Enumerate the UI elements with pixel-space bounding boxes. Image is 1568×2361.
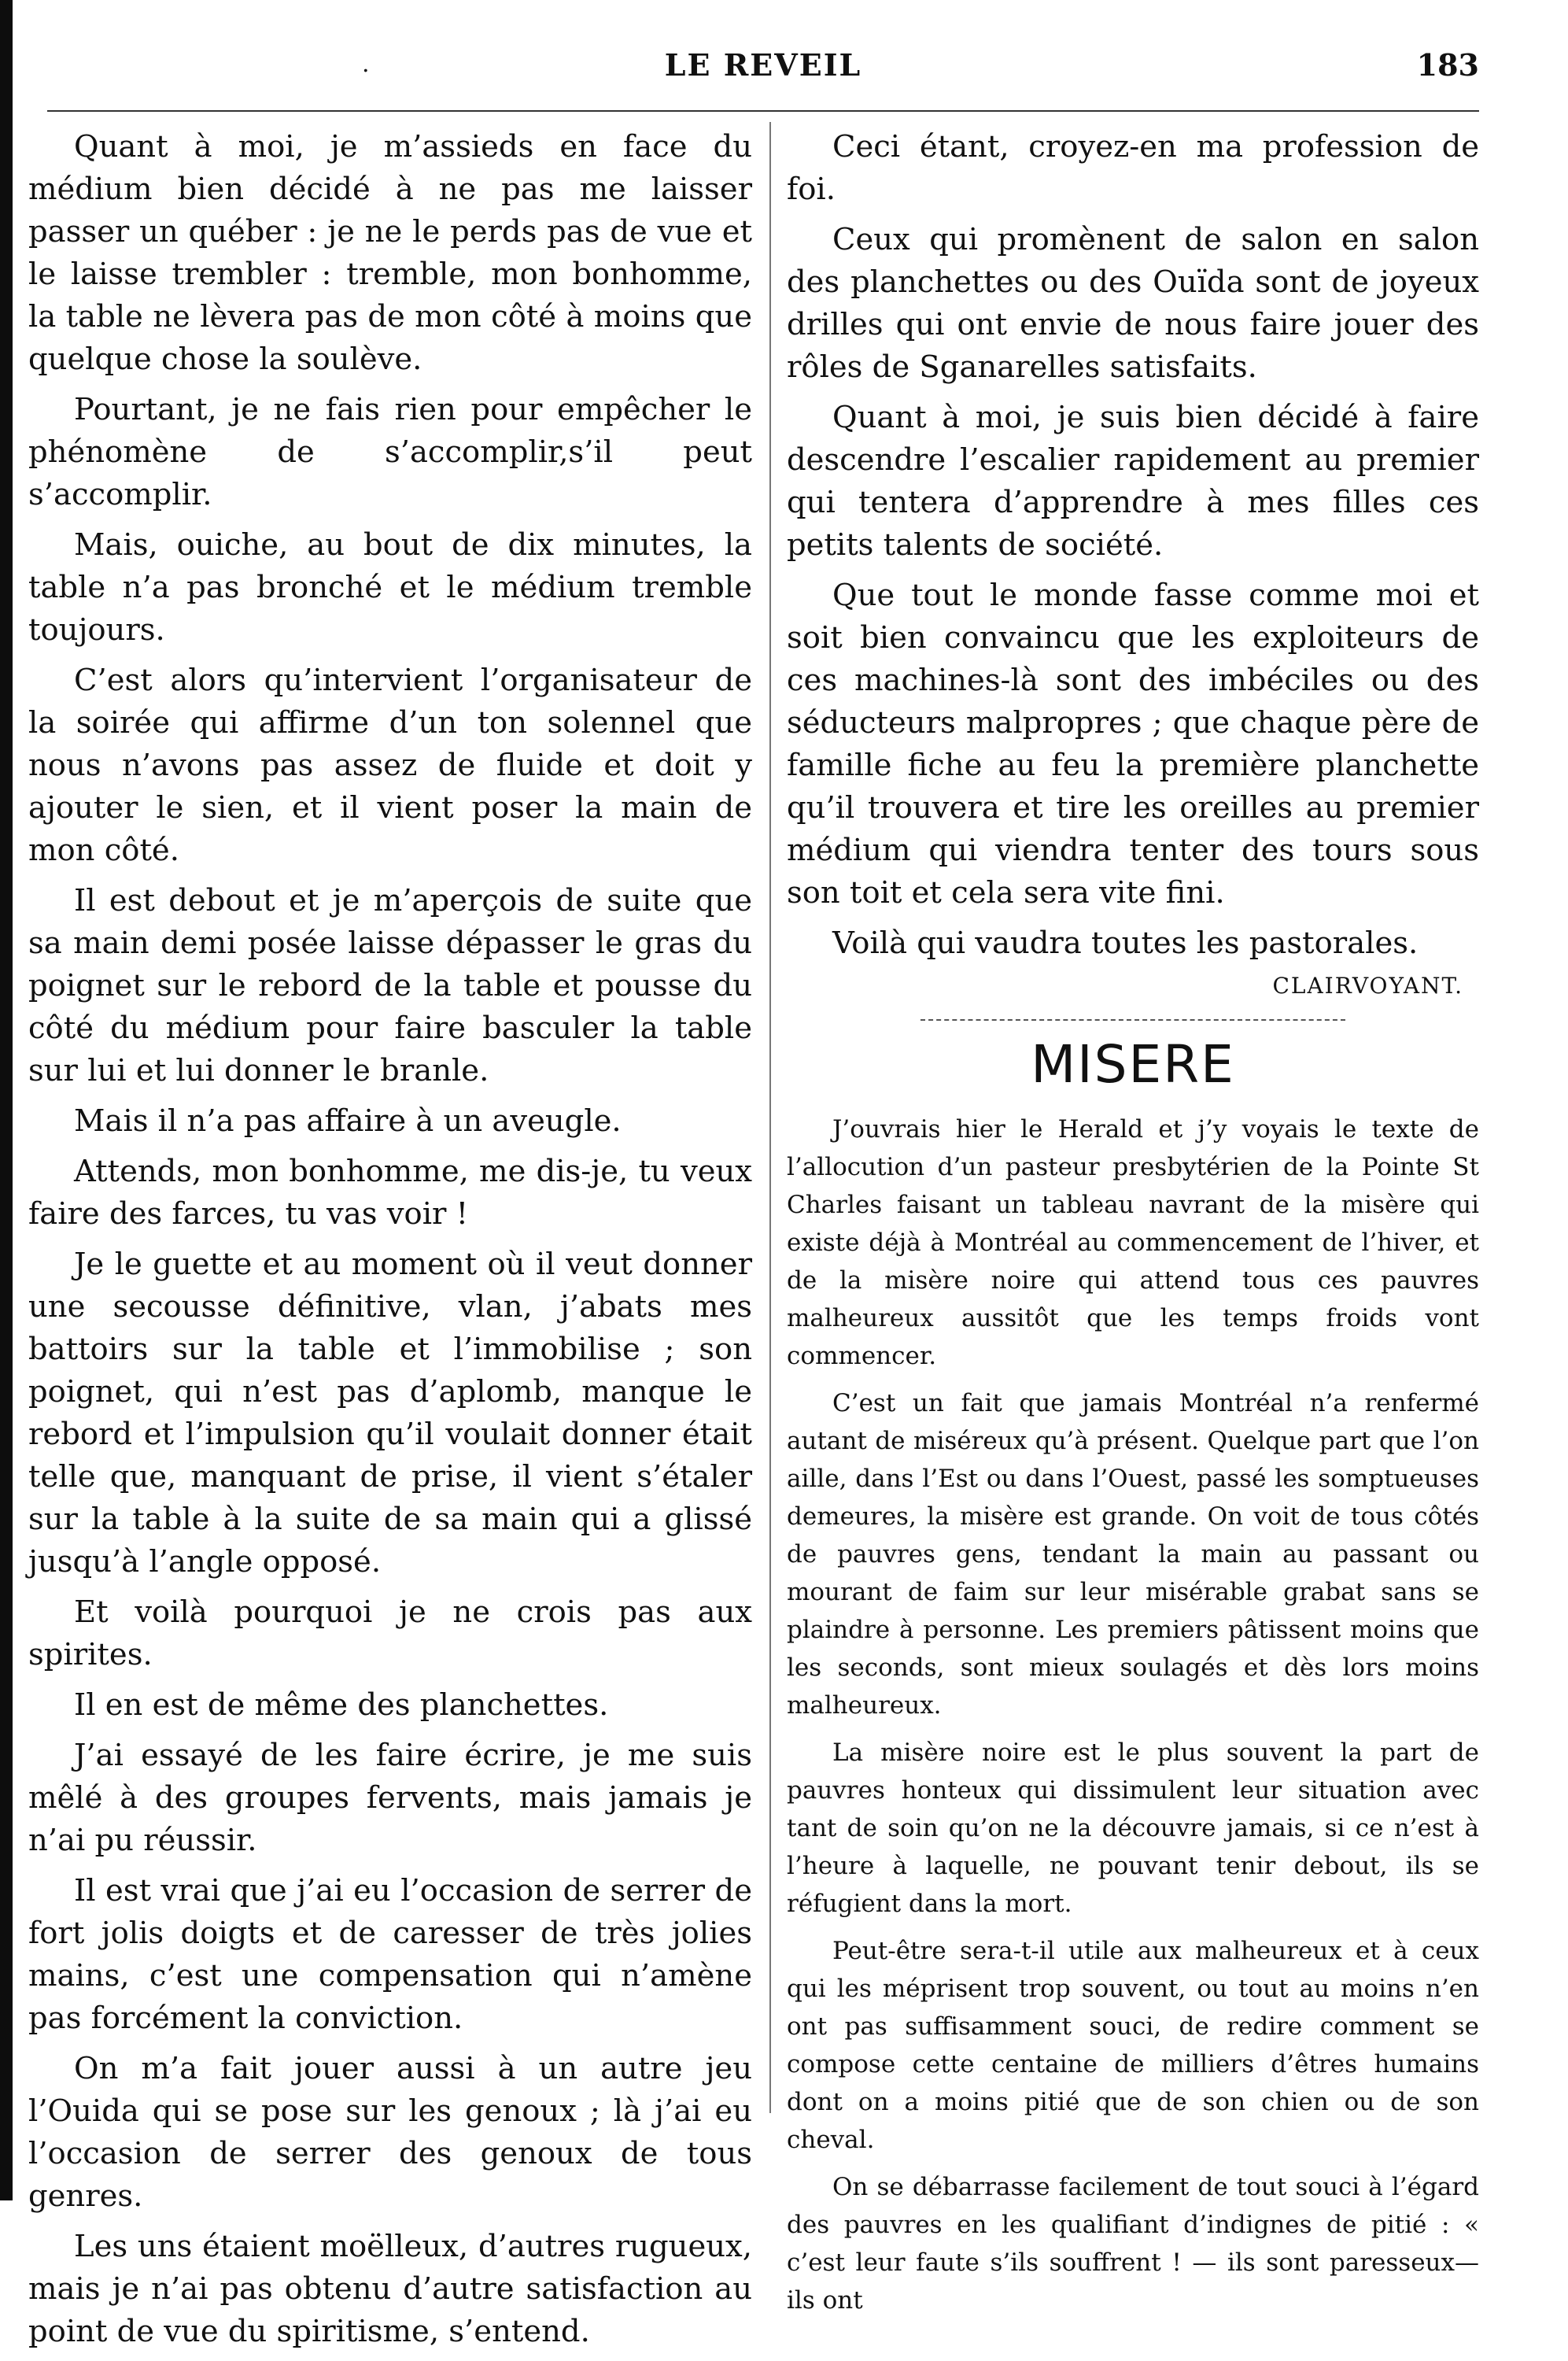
paragraph: Peut-être sera-t-il utile aux malheureux et à ceux qui les méprisent trop souvent, ou tout au moins n’en ont pas suffisamment souci, de redire comment se compose cette centaine de milliers d’êtres humains dont on a moins pitié que de son chien ou de son cheval. — [787, 1937, 1479, 2154]
page-number: 183 — [1416, 47, 1479, 83]
paragraph: Quant à moi, je m’assieds en face du médium bien décidé à ne pas me laisser passer un québer : je ne le perds pas de vue et le laisse trembler : tremble, mon bonhomme, la table ne lèvera pas de mon côté à moins que quelque chose la soulève. — [28, 129, 752, 377]
header-rule — [47, 110, 1479, 112]
misere-article — [787, 1110, 1479, 2319]
page-header — [47, 47, 1479, 94]
paragraph: J’ouvrais hier le Herald et j’y voyais le texte de l’allocution d’un pasteur presbytérien de la Pointe St Charles faisant un tableau navrant de la misère qui existe déjà à Montréal au commencement de l’hiver, et de la misère noire qui attend tous ces pauvres malheureux aussitôt que les temps froids vont commencer. — [787, 1115, 1479, 1370]
paragraph: Il en est de même des planchettes. — [74, 1687, 609, 1723]
left-column — [28, 126, 752, 2361]
publication-title: LE REVEIL — [664, 47, 862, 83]
page-edge — [0, 0, 13, 2200]
author-signature: CLAIRVOYANT. — [1272, 973, 1463, 999]
paragraph: C’est un fait que jamais Montréal n’a renfermé autant de miséreux qu’à présent. Quelque part que l’on aille, dans l’Est ou dans l’Ouest, passé les somptueuses demeures, la misère est grande. On voit de tous côtés de pauvres gens, tendant la main au passant ou mourant de faim sur leur misérable grabat sans se plaindre à personne. Les premiers pâtissent moins que les seconds, sont mieux soulagés et dès lors moins malheureux. — [787, 1389, 1479, 1720]
paragraph: Il est vrai que j’ai eu l’occasion de serrer de fort jolis doigts et de caresser de très jolies mains, c’est une compensation qui n’amène pas forcément la conviction. — [28, 1873, 752, 2036]
paragraph: Voilà qui vaudra toutes les pastorales. — [832, 926, 1419, 961]
paragraph: La misère noire est le plus souvent la part de pauvres honteux qui dissimulent leur situation avec tant de soin qu’on ne la découvre jamais, si ce n’est à l’heure à laquelle, ne pouvant tenir debout, ils se réfugient dans la mort. — [787, 1738, 1479, 1918]
paragraph: Et voilà pourquoi je ne crois pas aux spirites. — [28, 1594, 752, 1672]
paragraph: On m’a fait jouer aussi à un autre jeu l’Ouida qui se pose sur les genoux ; là j’ai eu l’occasion de serrer des genoux de tous genres. — [28, 2051, 752, 2214]
paragraph: Je le guette et au moment où il veut donner une secousse définitive, vlan, j’abats mes battoirs sur la table et l’immobilise ; son poignet, qui n’est pas d’aplomb, manque le rebord et l’impulsion qu’il voulait donner était telle que, manquant de prise, il vient s’étaler sur la table à la suite de sa main qui a glissé jusqu’à l’angle opposé. — [28, 1247, 752, 1580]
paragraph: Pourtant, je ne fais rien pour empêcher le phénomène de s’accomplir,s’il peut s’accomplir. — [28, 392, 752, 512]
paragraph: On se débarrasse facilement de tout souci à l’égard des pauvres en les qualifiant d’indignes de pitié : « c’est leur faute s’ils souffrent ! — ils sont paresseux—ils ont — [787, 2173, 1479, 2315]
paragraph: Il est debout et je m’aperçois de suite que sa main demi posée laisse dépasser le gras du poignet sur le rebord de la table et pousse du côté du médium pour faire basculer la table sur lui et lui donner le branle. — [28, 883, 752, 1088]
header-dot: . — [362, 50, 370, 78]
paragraph: Les uns étaient moëlleux, d’autres rugueux, mais je n’ai pas obtenu d’autre satisfaction au point de vue du spiritisme, s’entend. — [28, 2229, 752, 2349]
section-separator — [921, 1019, 1345, 1022]
paragraph: Attends, mon bonhomme, me dis-je, tu veux faire des farces, tu vas voir ! — [28, 1154, 752, 1232]
paragraph: J’ai essayé de les faire écrire, je me suis mêlé à des groupes fervents, mais jamais je n’ai pu réussir. — [28, 1738, 752, 1858]
paragraph: Mais, ouiche, au bout de dix minutes, la table n’a pas bronché et le médium tremble toujours. — [28, 527, 752, 648]
paragraph: Mais il n’a pas affaire à un aveugle. — [74, 1103, 622, 1139]
paragraph: C’est alors qu’intervient l’organisateur de la soirée qui affirme d’un ton solennel que nous n’avons pas assez de fluide et doit y ajouter le sien, et il vient poser la main de mon côté. — [28, 663, 752, 868]
section-title: MISERE — [1031, 1034, 1235, 1095]
paragraph: Ceux qui promènent de salon en salon des planchettes ou des Ouïda sont de joyeux drilles qui ont envie de nous faire jouer des rôles de Sganarelles satisfaits. — [787, 222, 1479, 385]
paragraph: Ceci étant, croyez-en ma profession de foi. — [787, 129, 1479, 207]
paragraph: Que tout le monde fasse comme moi et soit bien convaincu que les exploiteurs de ces machines-là sont des imbéciles ou des séducteurs malpropres ; que chaque père de famille fiche au feu la première planchette qu’il trouvera et tire les oreilles au premier médium qui viendra tenter des tours sous son toit et cela sera vite fini. — [787, 578, 1479, 911]
paragraph: Quant à moi, je suis bien décidé à faire descendre l’escalier rapidement au premier qui tentera d’apprendre à mes filles ces petits talents de société. — [787, 400, 1479, 563]
column-divider — [769, 122, 771, 2113]
right-column — [787, 126, 1479, 2329]
article-conclusion — [787, 126, 1479, 965]
